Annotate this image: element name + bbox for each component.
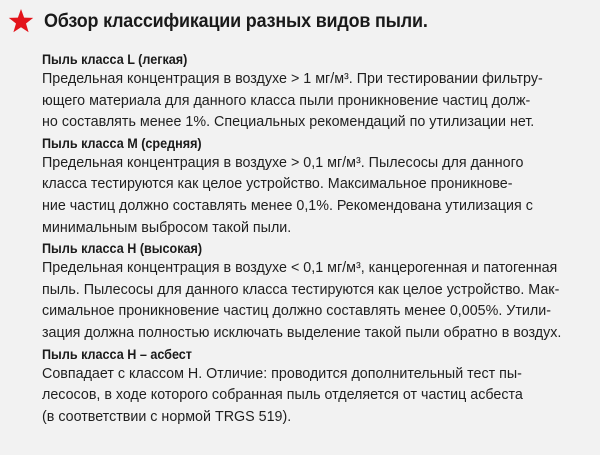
text-line: ющего материала для данного класса пыли проникновение частиц долж- (42, 92, 531, 109)
text-line: ние частиц должно составлять менее 0,1%. Рекомендована утилизация с (42, 197, 533, 214)
text-line: симальное проникновение частиц должно составлять менее 0,005%. Утили- (42, 303, 551, 320)
text-line: Предельная концентрация в воздухе < 0,1 мг/м³, канцерогенная и патогенная (42, 260, 558, 277)
text-line: Предельная концентрация в воздухе > 0,1 мг/м³. Пылесосы для данного (42, 154, 524, 171)
text-line: но составлять менее 1%. Специальных рекомендаций по утилизации нет. (42, 114, 535, 131)
star-icon (8, 8, 34, 34)
section-class-h-asbestos (42, 345, 590, 429)
section-heading: Пыль класса L (легкая) (42, 51, 188, 67)
text-line: пыль. Пылесосы для данного класса тестируются как целое устройство. Мак- (42, 281, 560, 298)
text-line: класса тестируются как целое устройство. Максимальное проникнове- (42, 176, 513, 193)
section-class-h (42, 239, 590, 344)
text-line: Предельная концентрация в воздухе > 1 мг/м³. При тестировании фильтру- (42, 71, 543, 87)
section-class-l (42, 50, 590, 134)
dust-classes-list (42, 50, 590, 428)
section-class-m (42, 134, 590, 239)
section-heading: Пыль класса H – асбест (42, 345, 192, 362)
text-line: (в соответствии с нормой TRGS 519). (42, 408, 292, 425)
text-line: Совпадает с классом H. Отличие: проводится дополнительный тест пы- (42, 365, 522, 382)
page-title: Обзор классификации разных видов пыли. (44, 9, 428, 32)
text-line: зация должна полностью исключать выделение такой пыли обратно в воздух. (42, 324, 562, 341)
text-line: минимальным выбросом такой пыли. (42, 219, 292, 236)
text-line: лесосов, в ходе которого собранная пыль отделяется от частиц асбеста (42, 387, 523, 404)
section-heading: Пыль класса H (высокая) (42, 240, 203, 257)
section-heading: Пыль класса M (средняя) (42, 134, 202, 151)
title-row (8, 6, 592, 36)
